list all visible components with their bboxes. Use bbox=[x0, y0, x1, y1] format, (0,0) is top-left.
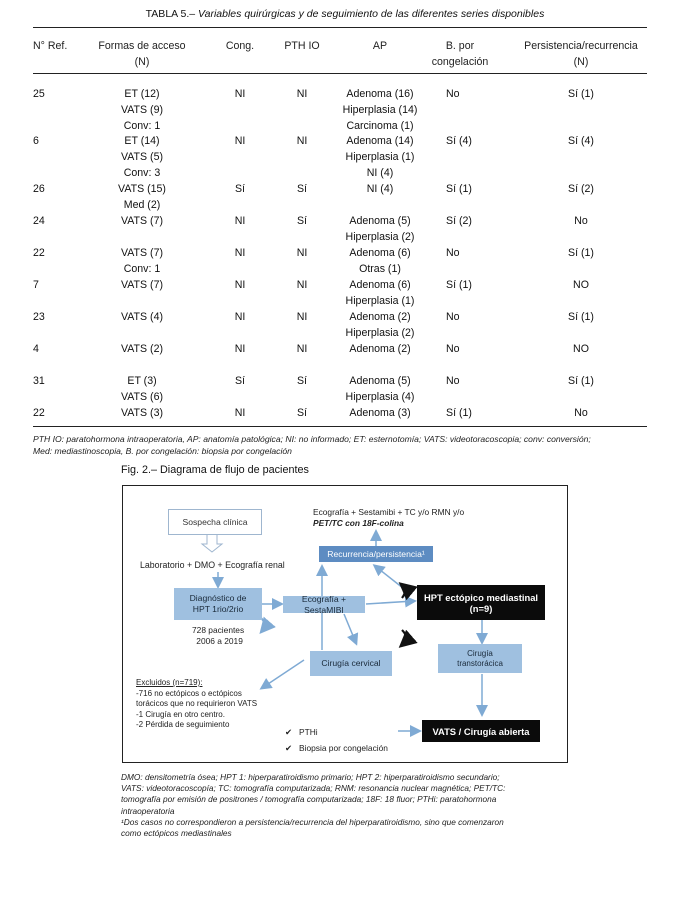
table-cell-ref: 26 bbox=[33, 183, 45, 195]
header-forms-line1: Formas de acceso bbox=[98, 40, 186, 52]
text-excluidos-line1: -716 no ectópicos o ectópicos bbox=[136, 688, 242, 698]
table-cell-bpor: No bbox=[446, 88, 460, 100]
table-footnote-line2: Med: mediastinoscopia, B. por congelación: biopsia por congelación bbox=[33, 445, 292, 456]
text-imaging-line1: Ecografía + Sestamibi + TC y/o RMN y/o bbox=[313, 507, 465, 517]
table-cell-ref: 4 bbox=[33, 343, 39, 355]
table-cell-ap-line: Hiperplasia (2) bbox=[345, 231, 415, 243]
figure-footnote-line6: como ectópicos mediastinales bbox=[121, 828, 232, 839]
table-cell-bpor: No bbox=[446, 247, 460, 259]
table-cell-pth: NI bbox=[296, 88, 308, 100]
check-item-pthi-label: PTHi bbox=[299, 727, 318, 737]
table-cell-ap-line: Hiperplasia (14) bbox=[342, 104, 418, 116]
check-item-pthi bbox=[285, 724, 388, 740]
table-cell-pth: Sí bbox=[296, 215, 307, 227]
table-cell-pth: NI bbox=[296, 247, 308, 259]
header-bpor-line1: B. por bbox=[445, 40, 475, 52]
text-excluidos bbox=[136, 678, 257, 731]
table-cell-ap-line: Hiperplasia (1) bbox=[345, 295, 415, 307]
table-cell-persistence: Sí (1) bbox=[568, 375, 594, 387]
table-cell-ap-line: Adenoma (2) bbox=[349, 343, 411, 355]
table-cell-bpor: No bbox=[446, 375, 460, 387]
table-cell-forms-line: VATS (5) bbox=[121, 151, 163, 163]
box-vats-cirugia-abierta: VATS / Cirugía abierta bbox=[422, 720, 540, 742]
table-cell-persistence: NO bbox=[573, 343, 589, 355]
table-cell-ref: 23 bbox=[33, 311, 45, 323]
check-item-biopsia bbox=[285, 740, 388, 756]
table-cell-forms-line: VATS (7) bbox=[121, 279, 163, 291]
text-laboratorio: Laboratorio + DMO + Ecografía renal bbox=[140, 560, 285, 570]
figure-footnote-line2: VATS: videotoracoscopía; TC: tomografía computarizada; RNM: resonancia nuclear magnética; PET/TC: bbox=[121, 783, 506, 794]
table-cell-forms-line: VATS (7) bbox=[121, 215, 163, 227]
box-hpt-ectopico-line1: HPT ectópico mediastinal bbox=[423, 591, 539, 603]
text-imaging bbox=[313, 507, 464, 529]
header-ap: AP bbox=[372, 40, 388, 52]
box-diagnostico-line1: Diagnóstico de bbox=[189, 593, 247, 603]
table-cell-persistence: Sí (1) bbox=[568, 247, 594, 259]
table-cell-ap-line: Hiperplasia (4) bbox=[345, 391, 415, 403]
figure-footnote-line5: ¹Dos casos no correspondieron a persistencia/recurrencia del hiperparatiroidismo, sino que comenzaron bbox=[121, 816, 504, 827]
table-cell-persistence: Sí (4) bbox=[568, 135, 594, 147]
table-cell-pth: NI bbox=[296, 279, 308, 291]
arrow-ecografia-to-cirugia-cervical bbox=[344, 614, 356, 643]
table-cell-persistence: NO bbox=[573, 279, 589, 291]
table-cell-forms-line: ET (3) bbox=[127, 375, 157, 387]
figure-footnote-line3: tomografía por emisión de positrones / tomografía computarizada; 18F: 18 fluor; PTHi: paratohormona bbox=[121, 794, 497, 805]
header-forms-line2: (N) bbox=[134, 56, 150, 68]
table-cell-cong: Sí bbox=[234, 183, 245, 195]
table-cell-cong: NI bbox=[234, 247, 246, 259]
table-cell-bpor: Sí (1) bbox=[446, 183, 472, 195]
table-cell-bpor: Sí (1) bbox=[446, 279, 472, 291]
box-cirugia-transtoracica bbox=[438, 644, 522, 673]
check-icon: ✔ bbox=[285, 743, 293, 753]
table-cell-forms-line: Conv: 1 bbox=[123, 263, 161, 275]
table-cell-ap-line: Adenoma (2) bbox=[349, 311, 411, 323]
header-ref: N° Ref. bbox=[33, 40, 68, 52]
table-cell-bpor: Sí (1) bbox=[446, 407, 472, 419]
table-cell-persistence: Sí (1) bbox=[568, 88, 594, 100]
box-hpt-ectopico-line2: (n=9) bbox=[469, 602, 493, 614]
header-persistence-line1: Persistencia/recurrencia bbox=[524, 40, 638, 52]
figure-footnote bbox=[121, 772, 576, 839]
text-pacientes-line2: 2006 a 2019 bbox=[196, 636, 243, 646]
table-cell-ref: 31 bbox=[33, 375, 45, 387]
table-cell-pth: Sí bbox=[296, 407, 307, 419]
table-cell-forms-line: VATS (9) bbox=[121, 104, 163, 116]
table-cell-forms-line: Conv: 1 bbox=[123, 120, 161, 132]
text-pacientes bbox=[192, 625, 244, 647]
table-cell-pth: Sí bbox=[296, 183, 307, 195]
table-cell-cong: NI bbox=[234, 343, 246, 355]
table-cell-bpor: Sí (4) bbox=[446, 135, 472, 147]
table-cell-ref: 22 bbox=[33, 247, 45, 259]
table-cell-ap-line: Otras (1) bbox=[359, 263, 401, 275]
table-cell-ref: 6 bbox=[33, 135, 39, 147]
table-cell-ref: 24 bbox=[33, 215, 45, 227]
table-cell-forms-line: VATS (2) bbox=[121, 343, 163, 355]
table-cell-cong: NI bbox=[234, 279, 246, 291]
table-cell-ap-line: Adenoma (14) bbox=[346, 135, 414, 147]
table-cell-bpor: No bbox=[446, 311, 460, 323]
box-diagnostico bbox=[174, 588, 262, 620]
check-icon: ✔ bbox=[285, 727, 293, 737]
header-bpor-line2: congelación bbox=[431, 56, 489, 68]
text-excluidos-line3: -1 Cirugía en otro centro. bbox=[136, 709, 225, 719]
table-cell-persistence: Sí (1) bbox=[568, 311, 594, 323]
table-cell-ref: 7 bbox=[33, 279, 39, 291]
figure-footnote-line1: DMO: densitometría ósea; HPT 1: hiperparatiroidismo primario; HPT 2: hiperparatiroidismo secundario; bbox=[121, 772, 500, 782]
text-excluidos-line4: -2 Pérdida de seguimiento bbox=[136, 720, 230, 730]
table-cell-pth: NI bbox=[296, 311, 308, 323]
table-cell-ap-line: Adenoma (6) bbox=[349, 279, 411, 291]
figure-footnote-line4: intraoperatoria bbox=[121, 805, 175, 816]
table-cell-ap-line: Adenoma (3) bbox=[349, 407, 411, 419]
text-excluidos-title: Excluidos (n=719): bbox=[136, 678, 203, 687]
table-cell-ap-line: Adenoma (16) bbox=[346, 88, 414, 100]
table-cell-ap-line: Hiperplasia (2) bbox=[345, 327, 415, 339]
table-cell-forms-line: ET (14) bbox=[124, 135, 160, 147]
box-ecografia-sestamibi: Ecografía + SestaMIBI bbox=[283, 596, 365, 613]
text-checklist bbox=[285, 724, 388, 756]
table-cell-forms-line: VATS (7) bbox=[121, 247, 163, 259]
table-cell-cong: NI bbox=[234, 135, 246, 147]
table-cell-persistence: Sí (2) bbox=[568, 183, 594, 195]
table-cell-ap-line: Carcinoma (1) bbox=[346, 120, 414, 132]
figure-title: Fig. 2.– Diagrama de flujo de pacientes bbox=[121, 464, 309, 476]
table-title-text: Variables quirúrgicas y de seguimiento de las diferentes series disponibles bbox=[198, 8, 545, 20]
table-cell-persistence: No bbox=[574, 215, 588, 227]
table-title-lead: TABLA 5.– bbox=[145, 8, 196, 20]
table-cell-bpor: Sí (2) bbox=[446, 215, 472, 227]
table-cell-persistence: No bbox=[574, 407, 588, 419]
table-cell-cong: NI bbox=[234, 311, 246, 323]
box-hpt-ectopico bbox=[417, 585, 545, 620]
table-cell-ap-line: Adenoma (6) bbox=[349, 247, 411, 259]
check-item-biopsia-label: Biopsia por congelación bbox=[299, 743, 388, 753]
table-cell-bpor: No bbox=[446, 343, 460, 355]
table-cell-forms-line: Med (2) bbox=[123, 199, 161, 211]
table-cell-forms-line: VATS (6) bbox=[121, 391, 163, 403]
table-cell-cong: NI bbox=[234, 215, 246, 227]
box-cirugia-transtoracica-line1: Cirugía bbox=[467, 648, 493, 658]
arrow-ecografia-to-hpt bbox=[366, 601, 414, 604]
table-cell-ap-line: Adenoma (5) bbox=[349, 375, 411, 387]
table-cell-ap-line: NI (4) bbox=[366, 183, 394, 195]
header-pth: PTH IO bbox=[284, 40, 320, 52]
table-cell-forms-line: VATS (15) bbox=[118, 183, 166, 195]
text-excluidos-line2: torácicos que no requirieron VATS bbox=[136, 699, 258, 709]
arrow-sospecha-to-laboratorio bbox=[202, 534, 222, 552]
box-cirugia-transtoracica-line2: transtorácica bbox=[457, 658, 503, 668]
table-cell-forms-line: Conv: 3 bbox=[123, 167, 161, 179]
text-pacientes-line1: 728 pacientes bbox=[192, 625, 245, 635]
table-cell-ap-line: Adenoma (5) bbox=[349, 215, 411, 227]
text-imaging-line2: PET/TC con 18F-colina bbox=[313, 518, 404, 528]
table-cell-ap-line: NI (4) bbox=[366, 167, 394, 179]
curved-arrow-hpt-top bbox=[402, 585, 405, 598]
table-cell-forms-line: VATS (3) bbox=[121, 407, 163, 419]
table-cell-ref: 22 bbox=[33, 407, 45, 419]
table-cell-pth: NI bbox=[296, 343, 308, 355]
table-cell-forms-line: VATS (4) bbox=[121, 311, 163, 323]
box-diagnostico-line2: HPT 1rio/2rio bbox=[192, 604, 244, 614]
table-cell-cong: NI bbox=[234, 407, 246, 419]
table-cell-cong: Sí bbox=[234, 375, 245, 387]
table-cell-ap-line: Hiperplasia (1) bbox=[345, 151, 415, 163]
header-cong: Cong. bbox=[225, 40, 255, 52]
table-footnote-line1: PTH IO: paratohormona intraoperatoria, AP: anatomía patológica; NI: no informado; ET: esternotomía; VATS: videotoracoscopia; conv: conversión; bbox=[33, 434, 591, 444]
table-cell-cong: NI bbox=[234, 88, 246, 100]
box-recurrencia: Recurrencia/persistencia¹ bbox=[319, 546, 433, 562]
curved-arrow-hpt-bottom bbox=[402, 630, 406, 645]
table-cell-forms-line: ET (12) bbox=[124, 88, 160, 100]
arrow-hpt-to-recurrencia bbox=[375, 566, 408, 592]
table-cell-pth: Sí bbox=[296, 375, 307, 387]
box-cirugia-cervical: Cirugía cervical bbox=[310, 651, 392, 676]
table-cell-ref: 25 bbox=[33, 88, 45, 100]
box-sospecha-clinica: Sospecha clínica bbox=[168, 509, 262, 535]
arrow-cervical-to-excluidos bbox=[262, 660, 304, 688]
table-cell-pth: NI bbox=[296, 135, 308, 147]
header-persistence-line2: (N) bbox=[573, 56, 589, 68]
